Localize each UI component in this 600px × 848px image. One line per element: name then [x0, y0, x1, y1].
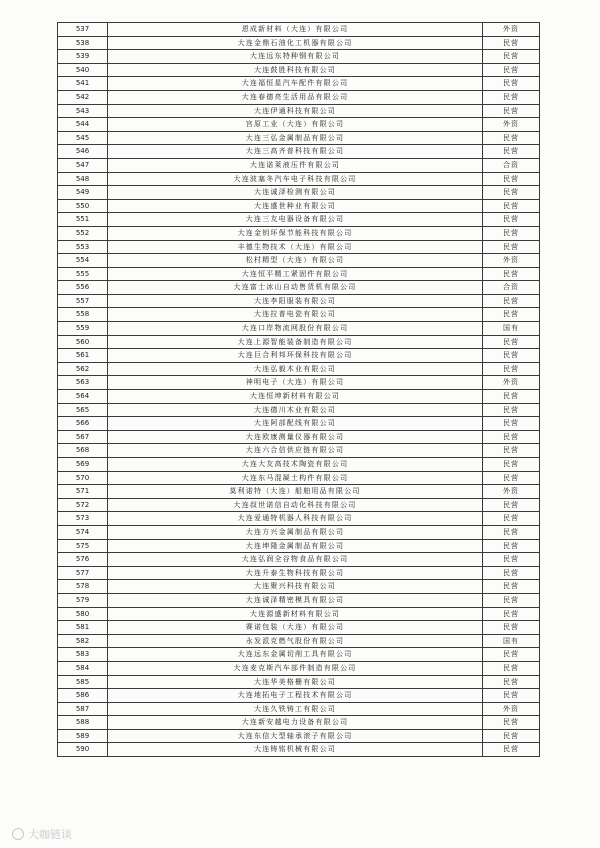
row-number: 590	[58, 743, 108, 757]
ownership-type: 民营	[483, 226, 540, 240]
table-row	[58, 308, 540, 322]
company-name: 大连方兴金属制品有限公司	[108, 525, 483, 539]
table-row	[58, 186, 540, 200]
enterprise-table	[57, 22, 540, 757]
company-name: 大连铸铭机械有限公司	[108, 743, 483, 757]
company-name: 大连六合信供应链有限公司	[108, 444, 483, 458]
company-name: 大连远东金属切削工具有限公司	[108, 648, 483, 662]
ownership-type: 合资	[483, 281, 540, 295]
ownership-type: 民营	[483, 607, 540, 621]
ownership-type: 民营	[483, 675, 540, 689]
row-number: 588	[58, 716, 108, 730]
company-name: 大连口岸物流网股份有限公司	[108, 322, 483, 336]
company-name: 大连拉普电瓷有限公司	[108, 308, 483, 322]
company-name: 大连东信大型轴承滚子有限公司	[108, 729, 483, 743]
company-name: 大连爱通特机器人科技有限公司	[108, 512, 483, 526]
ownership-type: 民营	[483, 729, 540, 743]
table-row	[58, 621, 540, 635]
row-number: 564	[58, 390, 108, 404]
company-name: 大连春德亮生活用品有限公司	[108, 90, 483, 104]
company-name: 赛诺包装（大连）有限公司	[108, 621, 483, 635]
ownership-type: 民营	[483, 539, 540, 553]
ownership-type: 民营	[483, 362, 540, 376]
ownership-type: 民营	[483, 498, 540, 512]
company-name: 松村精型（大连）有限公司	[108, 254, 483, 268]
row-number: 561	[58, 349, 108, 363]
table-row	[58, 458, 540, 472]
company-name: 大连弘润全谷物食品有限公司	[108, 553, 483, 567]
table-row	[58, 77, 540, 91]
company-name: 恩成新材料（大连）有限公司	[108, 23, 483, 37]
table-row	[58, 566, 540, 580]
row-number: 552	[58, 226, 108, 240]
table-row	[58, 213, 540, 227]
row-number: 572	[58, 498, 108, 512]
ownership-type: 民营	[483, 294, 540, 308]
table-row	[58, 485, 540, 499]
company-name: 大连弘毅木业有限公司	[108, 362, 483, 376]
company-name: 大连大友高技术陶瓷有限公司	[108, 458, 483, 472]
company-name: 大连新安越电力设备有限公司	[108, 716, 483, 730]
company-name: 大连巨合利邦环保科技有限公司	[108, 349, 483, 363]
row-number: 570	[58, 471, 108, 485]
ownership-type: 民营	[483, 471, 540, 485]
company-name: 大连波塞冬汽车电子科技有限公司	[108, 172, 483, 186]
company-name: 大连上源智能装备制造有限公司	[108, 335, 483, 349]
row-number: 566	[58, 417, 108, 431]
ownership-type: 民营	[483, 716, 540, 730]
row-number: 555	[58, 267, 108, 281]
table-row	[58, 376, 540, 390]
table-row	[58, 498, 540, 512]
company-name: 大连久铁铸工有限公司	[108, 702, 483, 716]
table-row	[58, 430, 540, 444]
company-name: 丰德生物技术（大连）有限公司	[108, 240, 483, 254]
row-number: 539	[58, 50, 108, 64]
row-number: 542	[58, 90, 108, 104]
row-number: 550	[58, 199, 108, 213]
row-number: 573	[58, 512, 108, 526]
company-name: 大连鼓胜科技有限公司	[108, 63, 483, 77]
company-name: 大连三弘金属制品有限公司	[108, 131, 483, 145]
table-row	[58, 322, 540, 336]
table-row	[58, 593, 540, 607]
row-number: 568	[58, 444, 108, 458]
row-number: 556	[58, 281, 108, 295]
row-number: 559	[58, 322, 108, 336]
company-name: 莫利诺特（大连）船舶用品有限公司	[108, 485, 483, 499]
company-name: 大连地拓电子工程技术有限公司	[108, 689, 483, 703]
ownership-type: 民营	[483, 689, 540, 703]
row-number: 548	[58, 172, 108, 186]
company-name: 永发派克燃气股份有限公司	[108, 634, 483, 648]
ownership-type: 民营	[483, 131, 540, 145]
table-row	[58, 471, 540, 485]
row-number: 557	[58, 294, 108, 308]
company-name: 大连金鼎石油化工机器有限公司	[108, 36, 483, 50]
row-number: 560	[58, 335, 108, 349]
table-body	[58, 23, 540, 757]
table-row	[58, 362, 540, 376]
row-number: 582	[58, 634, 108, 648]
table-row	[58, 512, 540, 526]
company-name: 大连远东特种钢有限公司	[108, 50, 483, 64]
ownership-type: 民营	[483, 648, 540, 662]
table-row	[58, 390, 540, 404]
row-number: 546	[58, 145, 108, 159]
table-row	[58, 349, 540, 363]
table-row	[58, 145, 540, 159]
ownership-type: 合资	[483, 158, 540, 172]
company-name: 神明电子（大连）有限公司	[108, 376, 483, 390]
table-row	[58, 729, 540, 743]
company-name: 大连三友电器设备有限公司	[108, 213, 483, 227]
table-row	[58, 199, 540, 213]
ownership-type: 民营	[483, 63, 540, 77]
table-row	[58, 281, 540, 295]
ownership-type: 外资	[483, 23, 540, 37]
watermark	[12, 826, 72, 842]
company-name: 大连东马混凝土构件有限公司	[108, 471, 483, 485]
row-number: 586	[58, 689, 108, 703]
ownership-type: 外资	[483, 118, 540, 132]
table-row	[58, 648, 540, 662]
ownership-type: 民营	[483, 145, 540, 159]
row-number: 545	[58, 131, 108, 145]
row-number: 565	[58, 403, 108, 417]
ownership-type: 民营	[483, 566, 540, 580]
row-number: 576	[58, 553, 108, 567]
company-name: 大连坤隆金属制品有限公司	[108, 539, 483, 553]
table-row	[58, 661, 540, 675]
row-number: 583	[58, 648, 108, 662]
ownership-type: 民营	[483, 444, 540, 458]
table-row	[58, 267, 540, 281]
ownership-type: 民营	[483, 240, 540, 254]
ownership-type: 民营	[483, 593, 540, 607]
company-name: 大连诚泽精密模具有限公司	[108, 593, 483, 607]
table-row	[58, 743, 540, 757]
company-name: 大连富士冰山自动售货机有限公司	[108, 281, 483, 295]
company-name: 大连恒坤新材料有限公司	[108, 390, 483, 404]
company-name: 大连源盛新材料有限公司	[108, 607, 483, 621]
ownership-type: 民营	[483, 349, 540, 363]
row-number: 567	[58, 430, 108, 444]
table-row	[58, 580, 540, 594]
row-number: 587	[58, 702, 108, 716]
row-number: 578	[58, 580, 108, 594]
row-number: 537	[58, 23, 108, 37]
company-name: 大连李阳服装有限公司	[108, 294, 483, 308]
company-name: 大连金钥环保节能科技有限公司	[108, 226, 483, 240]
company-name: 大连聚兴科技有限公司	[108, 580, 483, 594]
company-name: 大连欧康测量仪器有限公司	[108, 430, 483, 444]
ownership-type: 民营	[483, 77, 540, 91]
row-number: 544	[58, 118, 108, 132]
ownership-type: 民营	[483, 553, 540, 567]
table-row	[58, 63, 540, 77]
company-name: 大连德川木业有限公司	[108, 403, 483, 417]
row-number: 584	[58, 661, 108, 675]
ownership-type: 民营	[483, 403, 540, 417]
row-number: 571	[58, 485, 108, 499]
row-number: 549	[58, 186, 108, 200]
table-row	[58, 403, 540, 417]
company-name: 大连华美格栅有限公司	[108, 675, 483, 689]
table-row	[58, 226, 540, 240]
row-number: 580	[58, 607, 108, 621]
table-row	[58, 158, 540, 172]
ownership-type: 国有	[483, 322, 540, 336]
table-row	[58, 607, 540, 621]
ownership-type: 民营	[483, 621, 540, 635]
company-name: 大连伊通科技有限公司	[108, 104, 483, 118]
company-name: 大连盛世种业有限公司	[108, 199, 483, 213]
ownership-type: 民营	[483, 580, 540, 594]
table-row	[58, 23, 540, 37]
ownership-type: 外资	[483, 702, 540, 716]
company-name: 大连升泰生物科技有限公司	[108, 566, 483, 580]
ownership-type: 民营	[483, 50, 540, 64]
row-number: 581	[58, 621, 108, 635]
ownership-type: 民营	[483, 390, 540, 404]
row-number: 579	[58, 593, 108, 607]
table-row	[58, 539, 540, 553]
company-name: 大连麦克斯汽车部件制造有限公司	[108, 661, 483, 675]
watermark-logo-icon	[12, 828, 24, 840]
table-row	[58, 240, 540, 254]
ownership-type: 外资	[483, 485, 540, 499]
ownership-type: 民营	[483, 430, 540, 444]
ownership-type: 民营	[483, 36, 540, 50]
row-number: 577	[58, 566, 108, 580]
ownership-type: 民营	[483, 743, 540, 757]
ownership-type: 国有	[483, 634, 540, 648]
ownership-type: 外资	[483, 376, 540, 390]
row-number: 589	[58, 729, 108, 743]
table-row	[58, 675, 540, 689]
row-number: 558	[58, 308, 108, 322]
table-row	[58, 444, 540, 458]
table-row	[58, 553, 540, 567]
table-row	[58, 294, 540, 308]
ownership-type: 民营	[483, 186, 540, 200]
row-number: 554	[58, 254, 108, 268]
company-name: 大连叔世诺信自动化科技有限公司	[108, 498, 483, 512]
ownership-type: 民营	[483, 417, 540, 431]
ownership-type: 外资	[483, 254, 540, 268]
row-number: 540	[58, 63, 108, 77]
row-number: 562	[58, 362, 108, 376]
row-number: 563	[58, 376, 108, 390]
ownership-type: 民营	[483, 661, 540, 675]
table-row	[58, 417, 540, 431]
table-row	[58, 36, 540, 50]
company-name: 大连阿部配线有限公司	[108, 417, 483, 431]
company-name: 大连福恒星汽车配件有限公司	[108, 77, 483, 91]
ownership-type: 民营	[483, 104, 540, 118]
table-row	[58, 118, 540, 132]
ownership-type: 民营	[483, 308, 540, 322]
row-number: 543	[58, 104, 108, 118]
table-row	[58, 335, 540, 349]
table-row	[58, 254, 540, 268]
table-row	[58, 634, 540, 648]
ownership-type: 民营	[483, 267, 540, 281]
ownership-type: 民营	[483, 525, 540, 539]
row-number: 547	[58, 158, 108, 172]
row-number: 569	[58, 458, 108, 472]
table-row	[58, 689, 540, 703]
row-number: 575	[58, 539, 108, 553]
table-row	[58, 104, 540, 118]
row-number: 541	[58, 77, 108, 91]
company-name: 大连恒平精工紧固件有限公司	[108, 267, 483, 281]
ownership-type: 民营	[483, 335, 540, 349]
ownership-type: 民营	[483, 90, 540, 104]
ownership-type: 民营	[483, 213, 540, 227]
ownership-type: 民营	[483, 512, 540, 526]
table-row	[58, 716, 540, 730]
watermark-text: 大咖链谈	[28, 828, 72, 841]
row-number: 538	[58, 36, 108, 50]
ownership-type: 民营	[483, 458, 540, 472]
row-number: 551	[58, 213, 108, 227]
table-row	[58, 131, 540, 145]
table-row	[58, 90, 540, 104]
ownership-type: 民营	[483, 199, 540, 213]
table-row	[58, 50, 540, 64]
table-row	[58, 525, 540, 539]
company-name: 宫原工业（大连）有限公司	[108, 118, 483, 132]
ownership-type: 民营	[483, 172, 540, 186]
company-name: 大连诺莱液压件有限公司	[108, 158, 483, 172]
row-number: 574	[58, 525, 108, 539]
row-number: 585	[58, 675, 108, 689]
table-row	[58, 702, 540, 716]
row-number: 553	[58, 240, 108, 254]
company-name: 大连三高齐普科技有限公司	[108, 145, 483, 159]
company-name: 大连诚泽检测有限公司	[108, 186, 483, 200]
table-row	[58, 172, 540, 186]
